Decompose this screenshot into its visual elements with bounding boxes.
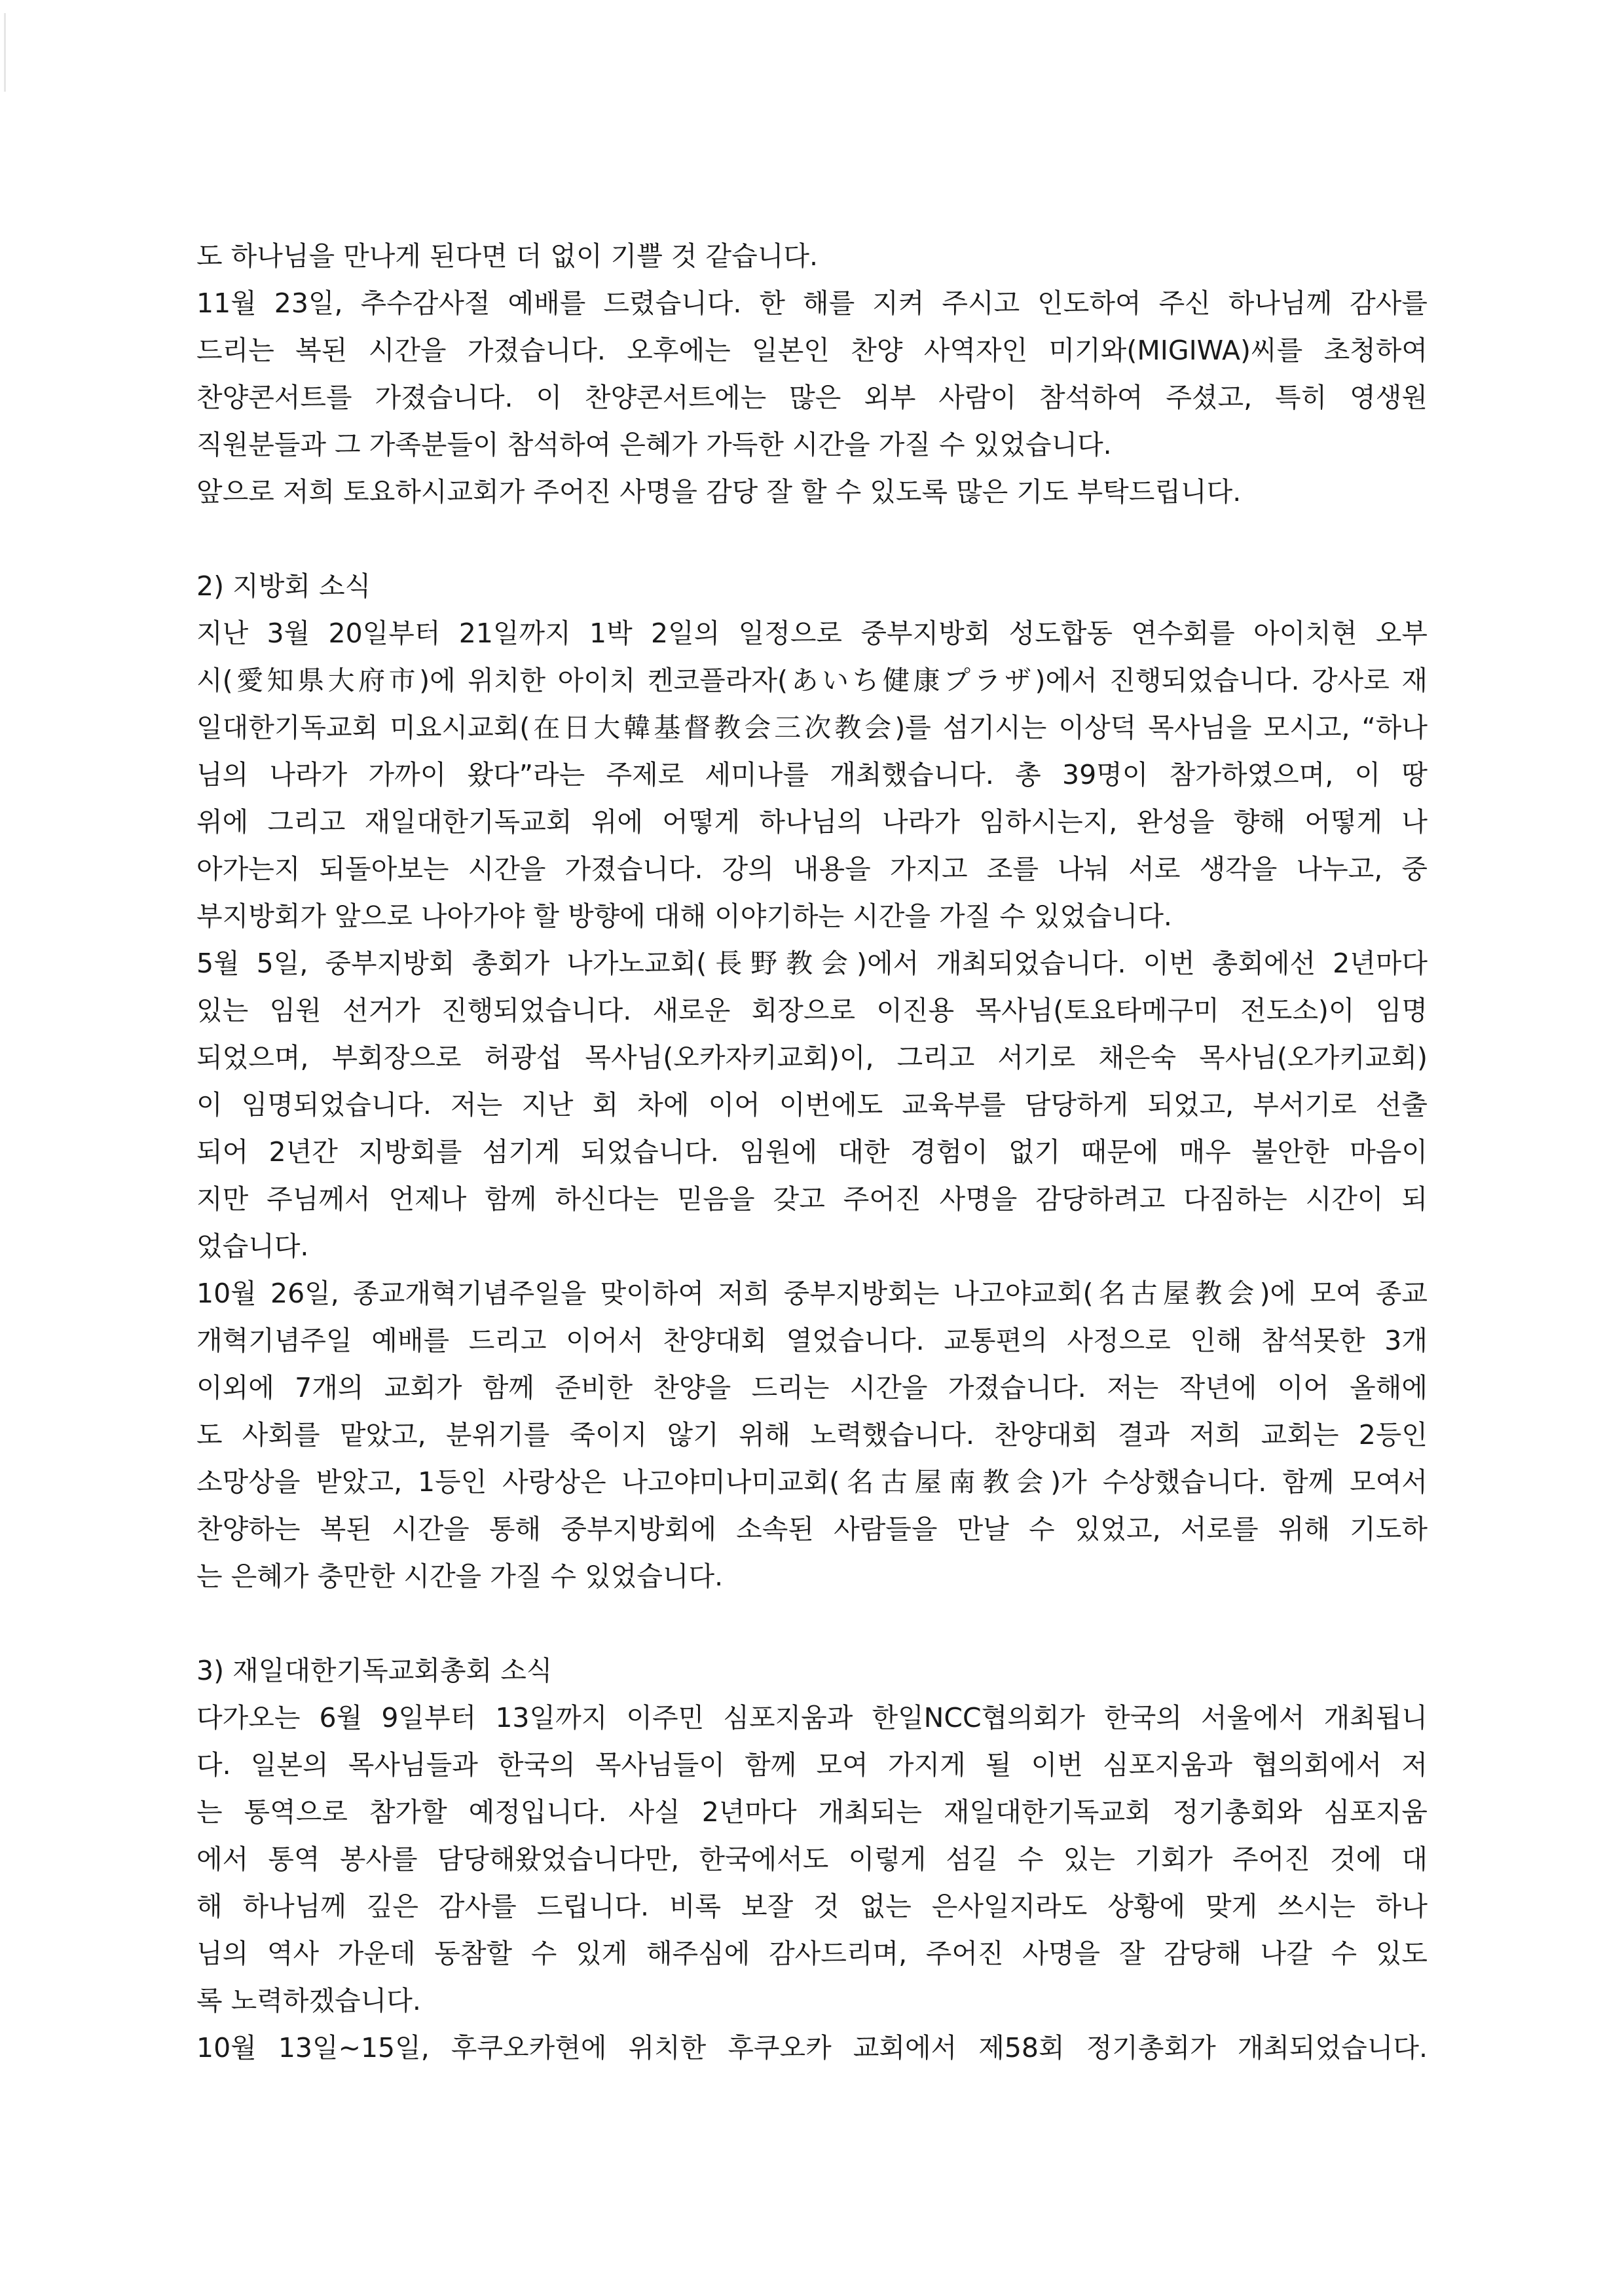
blank-line — [196, 1600, 1428, 1647]
text-line: 일대한기독교회 미요시교회(在日大韓基督教会三次教会)를 섬기시는 이상덕 목사님을 모시고, “하나 — [196, 712, 1428, 743]
text-line: 지난 3월 20일부터 21일까지 1박 2일의 일정으로 중부지방회 성도합동 연수회를 아이치현 오부 — [196, 618, 1428, 649]
text-line: 었습니다. — [196, 1231, 309, 1262]
text-line: 아가는지 되돌아보는 시간을 가졌습니다. 강의 내용을 가지고 조를 나눠 서로 생각을 나누고, 중 — [196, 853, 1428, 885]
text-line: 찬양콘서트를 가졌습니다. 이 찬양콘서트에는 많은 외부 사람이 참석하여 주셨고, 특히 영생원 — [196, 382, 1428, 413]
text-line: 시(愛知県大府市)에 위치한 아이치 켄코플라자(あいち健康プラザ)에서 진행되었습니다. 강사로 재 — [196, 665, 1428, 696]
scan-edge-mark — [4, 13, 6, 92]
text-line: 개혁기념주일 예배를 드리고 이어서 찬양대회 열었습니다. 교통편의 사정으로 인해 참석못한 3개 — [196, 1325, 1428, 1356]
section-heading: 3) 재일대한기독교회총회 소식 — [196, 1655, 553, 1686]
text-line: 도 사회를 맡았고, 분위기를 죽이지 않기 위해 노력했습니다. 찬양대회 결과 저희 교회는 2등인 — [196, 1419, 1428, 1451]
text-line: 11월 23일, 추수감사절 예배를 드렸습니다. 한 해를 지켜 주시고 인도하여 주신 하나님께 감사를 — [196, 287, 1428, 319]
text-line: 지만 주님께서 언제나 함께 하신다는 믿음을 갖고 주어진 사명을 감당하려고 다짐하는 시간이 되 — [196, 1183, 1428, 1215]
text-line: 소망상을 받았고, 1등인 사랑상은 나고야미나미교회(名古屋南教会)가 수상했습니다. 함께 모여서 — [196, 1466, 1428, 1498]
text-line: 위에 그리고 재일대한기독교회 위에 어떻게 하나님의 나라가 임하시는지, 완성을 향해 어떻게 나 — [196, 806, 1428, 838]
text-line: 해 하나님께 깊은 감사를 드립니다. 비록 보잘 것 없는 은사일지라도 상황에 맞게 쓰시는 하나 — [196, 1891, 1428, 1922]
text-line: 다가오는 6월 9일부터 13일까지 이주민 심포지움과 한일NCC협의회가 한국의 서울에서 개최됩니 — [196, 1702, 1428, 1733]
text-line: 직원분들과 그 가족분들이 참석하여 은혜가 가득한 시간을 가질 수 있었습니다. — [196, 429, 1112, 460]
text-line: 찬양하는 복된 시간을 통해 중부지방회에 소속된 사람들을 만날 수 있었고, 서로를 위해 기도하 — [196, 1513, 1428, 1545]
text-line: 님의 나라가 가까이 왔다”라는 주제로 세미나를 개최했습니다. 총 39명이 참가하였으며, 이 땅 — [196, 759, 1428, 790]
text-line: 10월 26일, 종교개혁기념주일을 맞이하여 저희 중부지방회는 나고야교회(名古屋教会)에 모여 종교 — [196, 1278, 1428, 1309]
text-line: 부지방회가 앞으로 나아가야 할 방향에 대해 이야기하는 시간을 가질 수 있었습니다. — [196, 900, 1172, 932]
text-line: 도 하나님을 만나게 된다면 더 없이 기쁠 것 같습니다. — [196, 240, 819, 272]
text-line: 앞으로 저희 토요하시교회가 주어진 사명을 감당 잘 할 수 있도록 많은 기도 부탁드립니다. — [196, 476, 1242, 508]
text-line: 는 은혜가 충만한 시간을 가질 수 있었습니다. — [196, 1561, 724, 1592]
text-line: 드리는 복된 시간을 가졌습니다. 오후에는 일본인 찬양 사역자인 미기와(MIGIWA)씨를 초청하여 — [196, 335, 1428, 366]
blank-line — [196, 515, 1428, 563]
text-line: 님의 역사 가운데 동참할 수 있게 해주심에 감사드리며, 주어진 사명을 잘 감당해 나갈 수 있도 — [196, 1938, 1428, 1969]
text-line: 되어 2년간 지방회를 섬기게 되었습니다. 임원에 대한 경험이 없기 때문에 매우 불안한 마음이 — [196, 1136, 1428, 1168]
text-line: 이외에 7개의 교회가 함께 준비한 찬양을 드리는 시간을 가졌습니다. 저는 작년에 이어 올해에 — [196, 1372, 1428, 1403]
text-line: 10월 13일~15일, 후쿠오카현에 위치한 후쿠오카 교회에서 제58회 정기총회가 개최되었습니다. — [196, 2032, 1428, 2064]
document-body — [196, 232, 1428, 2071]
text-line: 있는 임원 선거가 진행되었습니다. 새로운 회장으로 이진용 목사님(토요타메구미 전도소)이 임명 — [196, 995, 1428, 1026]
text-line: 이 임명되었습니다. 저는 지난 회 차에 이어 이번에도 교육부를 담당하게 되었고, 부서기로 선출 — [196, 1089, 1428, 1120]
text-line: 되었으며, 부회장으로 허광섭 목사님(오카자키교회)이, 그리고 서기로 채은숙 목사님(오가키교회) — [196, 1042, 1428, 1073]
text-line: 5월 5일, 중부지방회 총회가 나가노교회(長野教会)에서 개최되었습니다. 이번 총회에선 2년마다 — [196, 948, 1428, 979]
text-line: 에서 통역 봉사를 담당해왔었습니다만, 한국에서도 이렇게 섬길 수 있는 기회가 주어진 것에 대 — [196, 1843, 1428, 1875]
text-line: 다. 일본의 목사님들과 한국의 목사님들이 함께 모여 가지게 될 이번 심포지움과 협의회에서 저 — [196, 1749, 1428, 1781]
text-line: 록 노력하겠습니다. — [196, 1985, 421, 2016]
text-line: 는 통역으로 참가할 예정입니다. 사실 2년마다 개최되는 재일대한기독교회 정기총회와 심포지움 — [196, 1796, 1428, 1828]
section-heading: 2) 지방회 소식 — [196, 570, 371, 602]
